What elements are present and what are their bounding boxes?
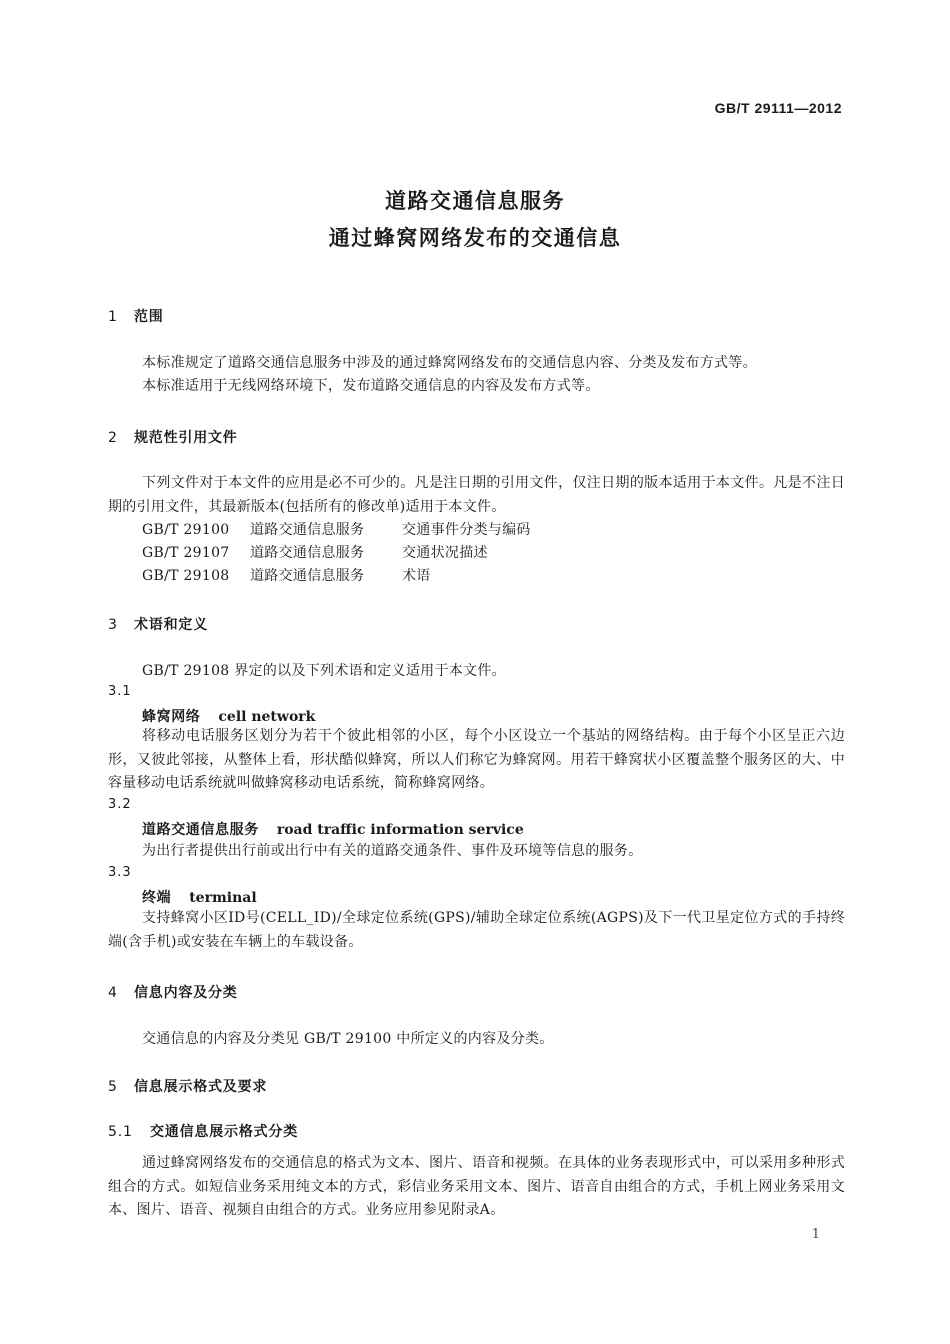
term-number: 3.3 (108, 865, 132, 880)
section-1-paragraph-2: 本标准适用于无线网络环境下，发布道路交通信息的内容及发布方式等。 (142, 378, 600, 394)
term-chinese: 蜂窝网络 (142, 709, 201, 725)
reference-item (142, 565, 431, 585)
term-number: 3.1 (108, 684, 132, 699)
term-definition: 将移动电话服务区划分为若干个彼此相邻的小区，每个小区设立一个基站的网络结构。由于每个小区呈正六边形，又彼此邻接，从整体上看，形状酷似蜂窝，所以人们称它为蜂窝网。用若干蜂窝状小区覆盖整个服务区的大、中容量移动电话系统就叫做蜂窝移动电话系统，简称蜂窝网络。 (108, 728, 845, 791)
section-2-heading (108, 427, 238, 447)
term-chinese: 道路交通信息服务 (142, 822, 259, 838)
reference-code: GB/T 29108 (142, 568, 230, 584)
reference-title: 交通状况描述 (402, 545, 488, 561)
section-3-heading (108, 614, 208, 634)
reference-series: 道路交通信息服务 (250, 568, 365, 584)
standard-code: GB/T 29111—2012 (714, 100, 842, 116)
section-4-paragraph: 交通信息的内容及分类见 GB/T 29100 中所定义的内容及分类。 (142, 1031, 554, 1047)
term-definition: 支持蜂窝小区ID号(CELL_ID)/全球定位系统(GPS)/辅助全球定位系统(AGPS)及下一代卫星定位方式的手持终端(含手机)或安装在车辆上的车载设备。 (108, 910, 845, 950)
section-1-heading (108, 306, 164, 326)
section-4-heading (108, 982, 238, 1002)
section-5-heading (108, 1076, 267, 1096)
section-number: 5 (108, 1079, 118, 1095)
subsection-title: 交通信息展示格式分类 (150, 1124, 298, 1140)
section-title: 信息展示格式及要求 (134, 1079, 268, 1095)
reference-title: 术语 (402, 568, 431, 584)
subsection-5-1-heading (108, 1121, 298, 1141)
term-english: road traffic information service (276, 822, 524, 838)
reference-code: GB/T 29100 (142, 522, 230, 538)
term-chinese: 终端 (142, 890, 172, 906)
section-title: 信息内容及分类 (134, 985, 238, 1001)
section-title: 术语和定义 (134, 617, 208, 633)
section-2-paragraph: 下列文件对于本文件的应用是必不可少的。凡是注日期的引用文件，仅注日期的版本适用于本文件。凡是不注日期的引用文件，其最新版本(包括所有的修改单)适用于本文件。 (108, 475, 845, 515)
section-number: 3 (108, 617, 118, 633)
term-heading (142, 819, 524, 839)
reference-code: GB/T 29107 (142, 545, 230, 561)
reference-item (142, 542, 488, 562)
reference-item (142, 519, 531, 539)
section-number: 4 (108, 985, 118, 1001)
term-english: terminal (189, 890, 257, 906)
term-english: cell network (218, 709, 316, 725)
section-1-paragraph-1: 本标准规定了道路交通信息服务中涉及的通过蜂窝网络发布的交通信息内容、分类及发布方式等。 (142, 355, 757, 371)
term-number: 3.2 (108, 797, 132, 812)
page-number: 1 (811, 1227, 820, 1242)
reference-title: 交通事件分类与编码 (402, 522, 531, 538)
section-3-intro: GB/T 29108 界定的以及下列术语和定义适用于本文件。 (142, 663, 506, 679)
section-number: 1 (108, 309, 118, 325)
term-heading (142, 706, 315, 726)
subsection-number: 5.1 (108, 1124, 133, 1140)
section-title: 范围 (134, 309, 164, 325)
reference-series: 道路交通信息服务 (250, 545, 365, 561)
reference-series: 道路交通信息服务 (250, 522, 365, 538)
section-number: 2 (108, 430, 118, 446)
term-heading (142, 887, 257, 907)
document-title-line-1: 道路交通信息服务 (385, 189, 565, 213)
section-title: 规范性引用文件 (134, 430, 238, 446)
term-definition: 为出行者提供出行前或出行中有关的道路交通条件、事件及环境等信息的服务。 (142, 843, 643, 859)
subsection-5-1-paragraph: 通过蜂窝网络发布的交通信息的格式为文本、图片、语音和视频。在具体的业务表现形式中，可以采用多种形式组合的方式。如短信业务采用纯文本的方式，彩信业务采用文本、图片、语音自由组合的方式，手机上网业务采用文本、图片、语音、视频自由组合的方式。业务应用参见附录A。 (108, 1155, 845, 1218)
document-title-line-2: 通过蜂窝网络发布的交通信息 (328, 226, 622, 250)
